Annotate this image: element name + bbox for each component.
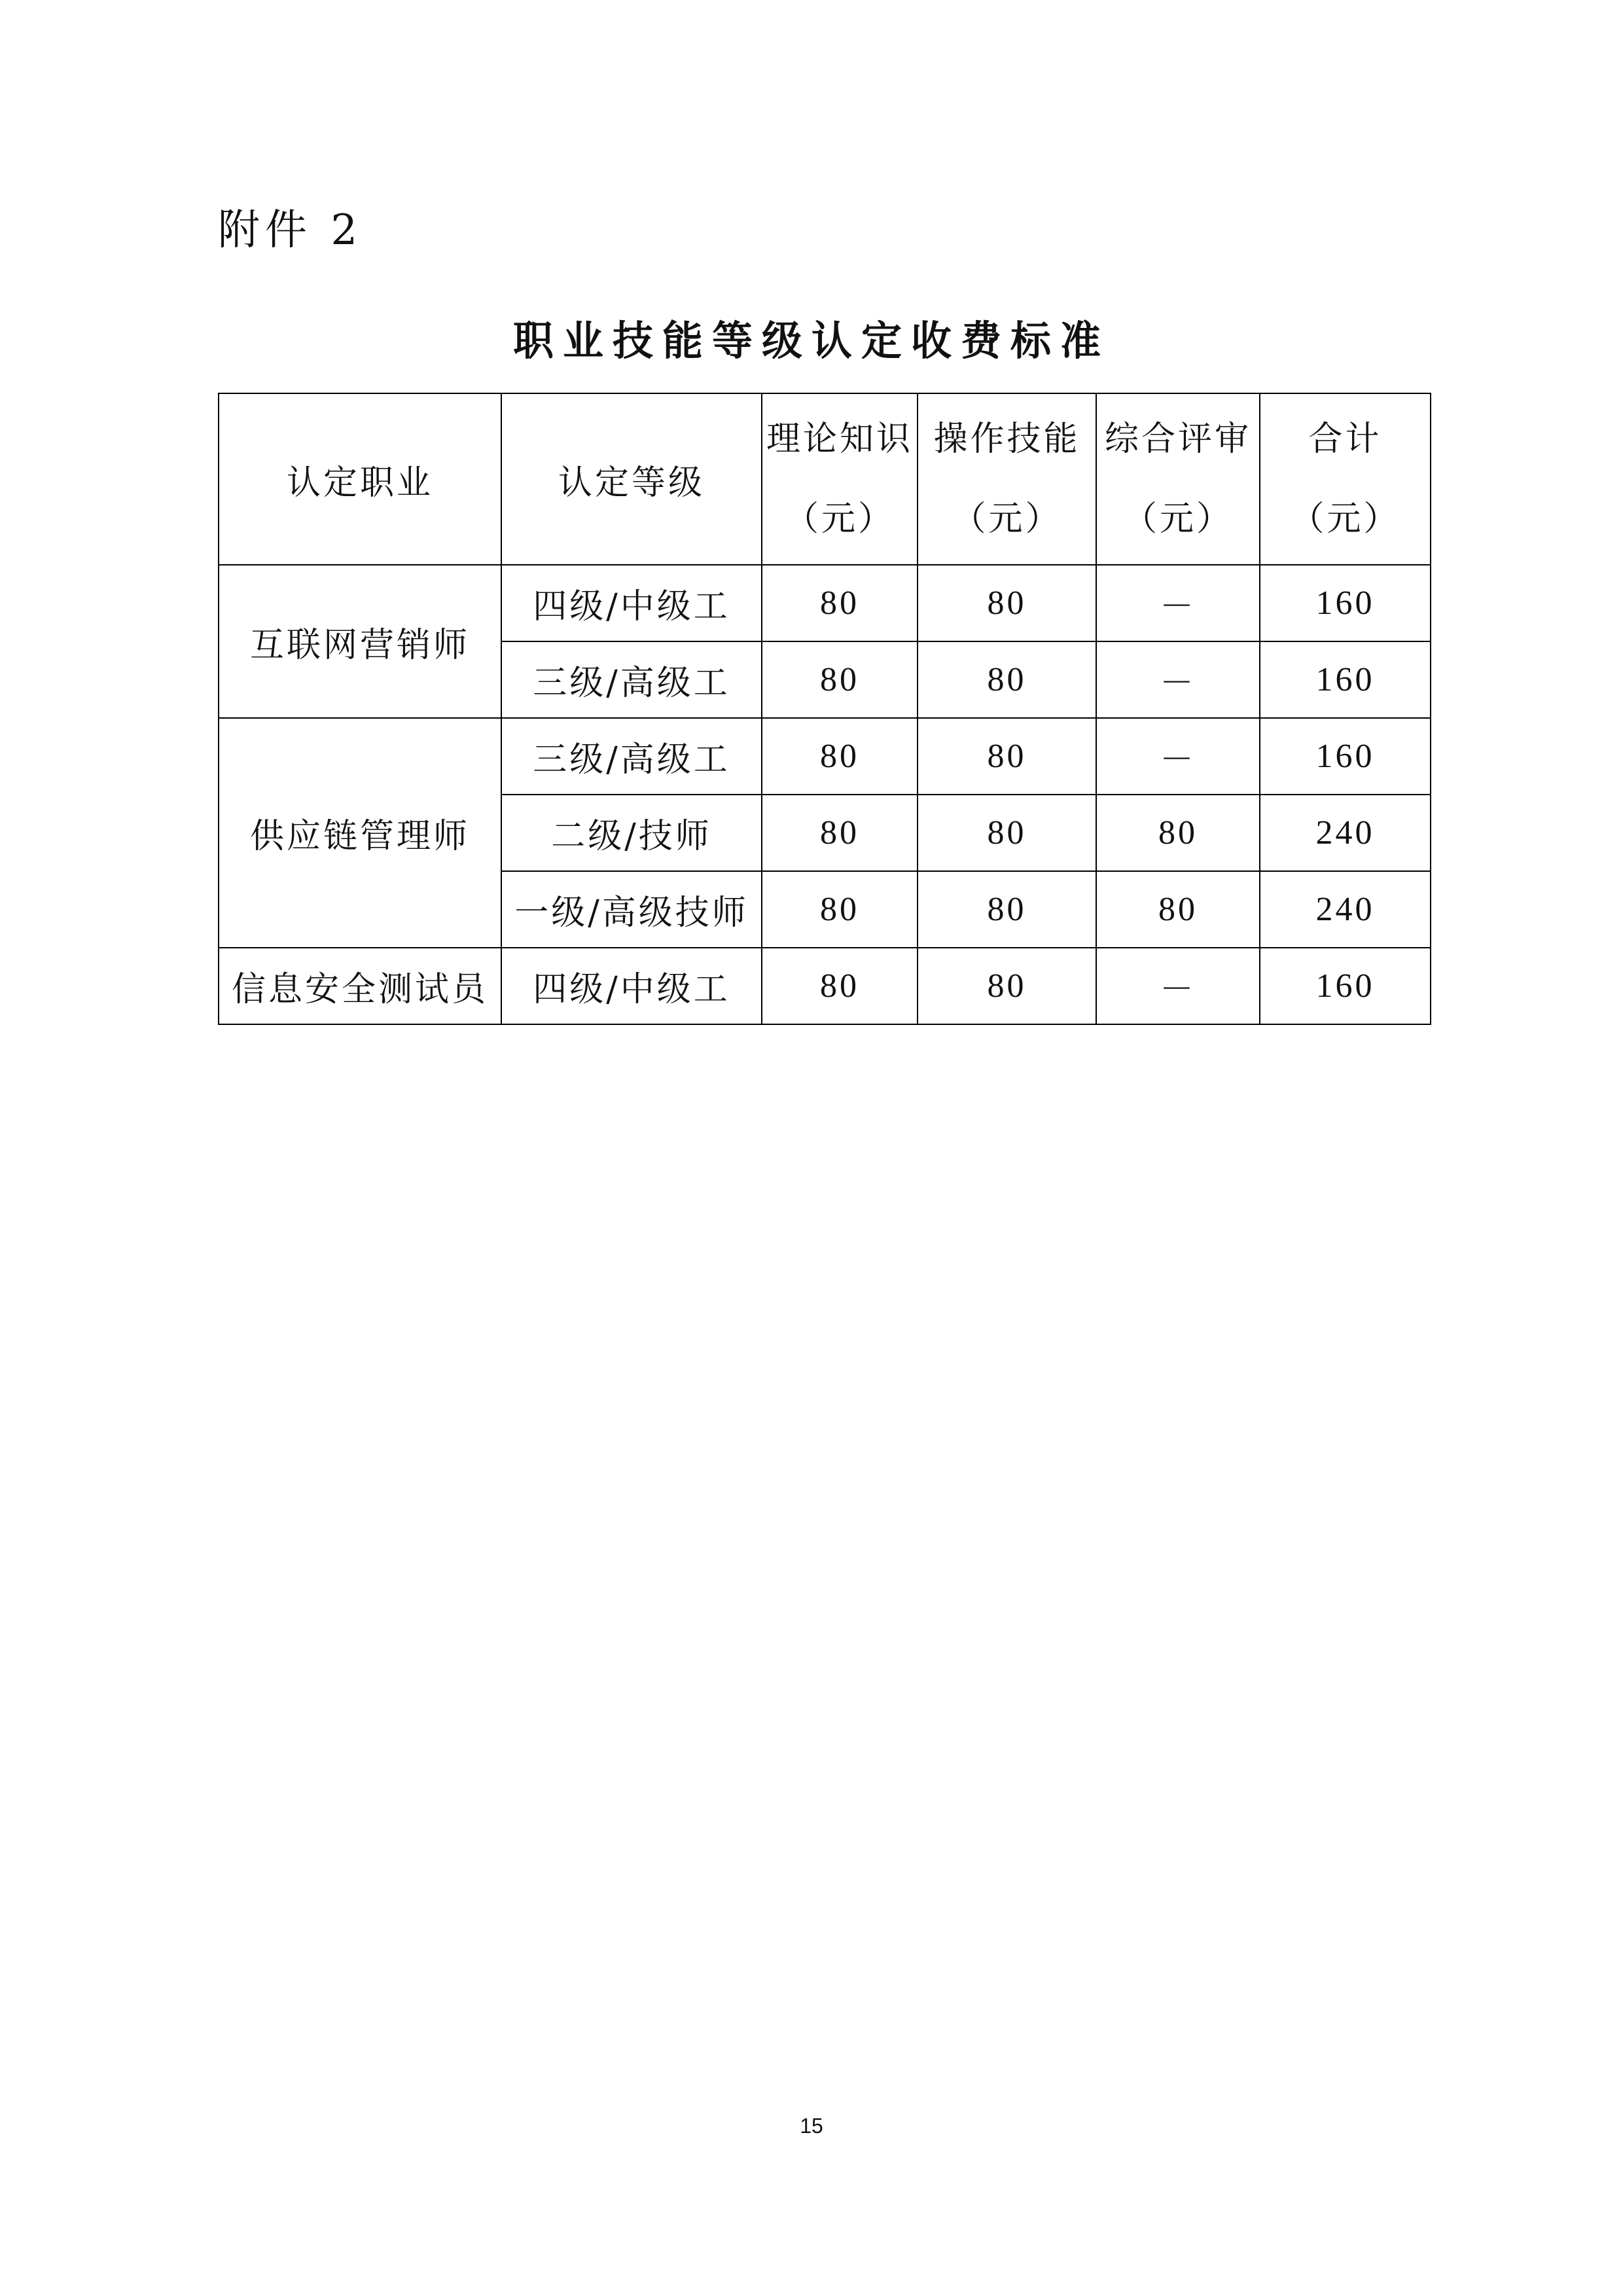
level-cell: 四级/中级工 <box>501 948 762 1024</box>
document-title: 职业技能等级认定收费标准 <box>512 317 1110 365</box>
practice-fee-cell: 80 <box>918 641 1096 718</box>
header-review-unit: （元） <box>1122 499 1233 539</box>
header-theory-unit: （元） <box>784 499 895 539</box>
occupation-cell: 供应链管理师 <box>219 718 501 948</box>
header-review <box>1096 393 1260 565</box>
total-fee-cell: 240 <box>1260 871 1431 948</box>
level-cell: 四级/中级工 <box>501 565 762 641</box>
header-total-unit: （元） <box>1290 499 1400 539</box>
review-fee-cell: 80 <box>1096 871 1260 948</box>
review-fee-cell: － <box>1096 565 1260 641</box>
practice-fee-cell: 80 <box>918 795 1096 871</box>
review-fee-cell: － <box>1096 718 1260 795</box>
practice-fee-cell: 80 <box>918 948 1096 1024</box>
theory-fee-cell: 80 <box>762 718 918 795</box>
page-number: 15 <box>800 2114 823 2138</box>
level-cell: 三级/高级工 <box>501 641 762 718</box>
header-practice <box>918 393 1096 565</box>
table-row <box>219 565 1431 641</box>
annex-label: 附件 2 <box>218 206 363 255</box>
header-level: 认定等级 <box>501 393 762 565</box>
total-fee-cell: 160 <box>1260 948 1431 1024</box>
total-fee-cell: 160 <box>1260 565 1431 641</box>
header-total <box>1260 393 1431 565</box>
header-theory-label: 理论知识 <box>766 420 913 459</box>
level-cell: 三级/高级工 <box>501 718 762 795</box>
total-fee-cell: 240 <box>1260 795 1431 871</box>
practice-fee-cell: 80 <box>918 565 1096 641</box>
theory-fee-cell: 80 <box>762 795 918 871</box>
practice-fee-cell: 80 <box>918 718 1096 795</box>
theory-fee-cell: 80 <box>762 871 918 948</box>
table-row <box>219 718 1431 795</box>
header-occupation: 认定职业 <box>219 393 501 565</box>
level-cell: 二级/技师 <box>501 795 762 871</box>
review-fee-cell: － <box>1096 641 1260 718</box>
review-fee-cell: 80 <box>1096 795 1260 871</box>
occupation-cell: 互联网营销师 <box>219 565 501 718</box>
theory-fee-cell: 80 <box>762 565 918 641</box>
theory-fee-cell: 80 <box>762 641 918 718</box>
total-fee-cell: 160 <box>1260 718 1431 795</box>
total-fee-cell: 160 <box>1260 641 1431 718</box>
table-row <box>219 948 1431 1024</box>
practice-fee-cell: 80 <box>918 871 1096 948</box>
header-theory <box>762 393 918 565</box>
occupation-cell: 信息安全测试员 <box>219 948 501 1024</box>
header-review-label: 综合评审 <box>1104 420 1251 459</box>
level-cell: 一级/高级技师 <box>501 871 762 948</box>
header-total-label: 合计 <box>1308 420 1382 459</box>
theory-fee-cell: 80 <box>762 948 918 1024</box>
header-practice-unit: （元） <box>952 499 1062 539</box>
header-practice-label: 操作技能 <box>933 420 1080 459</box>
table-header-row <box>219 393 1431 565</box>
fee-standard-table <box>218 393 1431 1025</box>
review-fee-cell: － <box>1096 948 1260 1024</box>
